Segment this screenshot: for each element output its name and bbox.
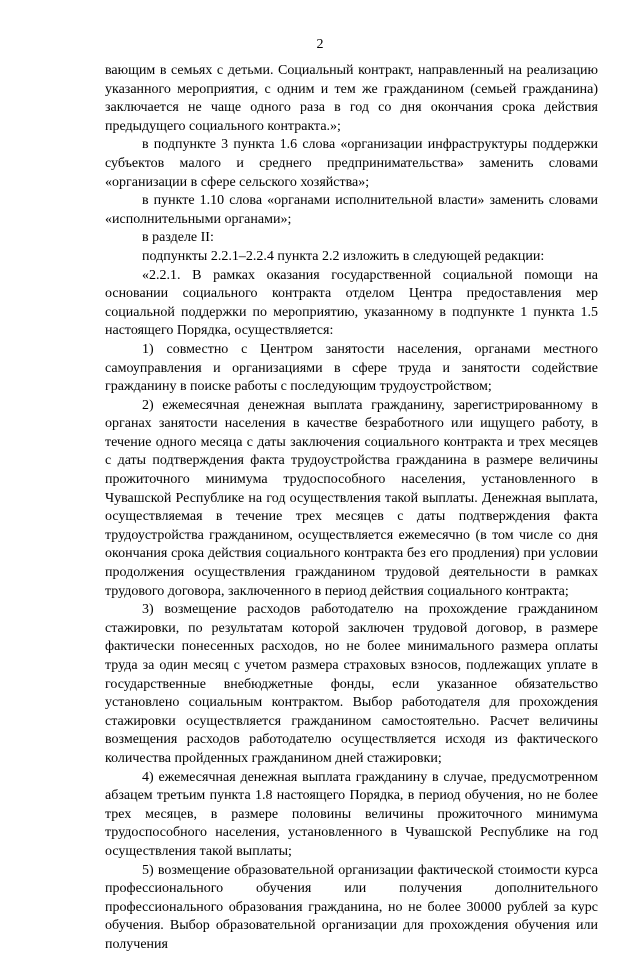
list-item-4: 4) ежемесячная денежная выплата гражданину в случае, предусмотренном абзацем третьим пункта 1.8 настоящего Порядка, в период обучения, но не более трех месяцев, в размере половины величины прожиточного минимума трудоспособного населения, установленного в Чувашской Республике на год осуществления такой выплаты; [105, 769, 598, 859]
page-number: 2 [316, 37, 324, 52]
list-item-3: 3) возмещение расходов работодателю на прохождение гражданином стажировки, по результатам которой заключен трудовой договор, в размере фактически понесенных расходов, но не более минимального размера оплаты труда за один месяц с учетом размера страховых взносов, подлежащих уплате в государственные внебюджетные фонды, если указанное обязательство установлено социальным контрактом. Выбор работодателя для прохождения стажировки осуществляется гражданином самостоятельно. Расчет величины возмещения расходов работодателю осуществляется исходя из фактического количества пройденных гражданином дней стажировки; [105, 602, 598, 766]
document-body [105, 62, 598, 955]
list-item-5: 5) возмещение образовательной организации фактической стоимости курса профессионального обучения или получения дополнительного профессионального образования гражданина, но не более 30000 рублей за курс обучения. Выбор образовательной организации для прохождения обучения или получения [105, 862, 598, 952]
list-item-1: 1) совместно с Центром занятости населения, органами местного самоуправления и организациями в сфере труда и занятости содействие гражданину в поиске работы с последующим трудоустройством; [105, 341, 598, 395]
paragraph-subpoints-intro: подпункты 2.2.1–2.2.4 пункта 2.2 изложить в следующей редакции: [142, 248, 545, 264]
paragraph-section-2: в разделе II: [142, 230, 214, 246]
paragraph-continuation: вающим в семьях с детьми. Социальный контракт, направленный на реализацию указанного мероприятия, с одним и тем же гражданином (семьей гражданина) заключается не чаще одного раза в год со дня окончания срока действия предыдущего социального контракта.»; [105, 63, 598, 134]
paragraph-subpoint-3: в подпункте 3 пункта 1.6 слова «организации инфраструктуры поддержки субъектов малого и среднего предпринимательства» заменить словами «организации в сфере сельского хозяйства»; [105, 137, 598, 190]
paragraph-point-1-10: в пункте 1.10 слова «органами исполнительной власти» заменить словами «исполнительными органами»; [105, 193, 598, 227]
paragraph-2-2-1: «2.2.1. В рамках оказания государственной социальной помощи на основании социального контракта отделом Центра предоставления мер социальной поддержки по мероприятию, указанному в подпункте 1 пункта 1.5 настоящего Порядка, осуществляется: [105, 267, 598, 339]
list-item-2: 2) ежемесячная денежная выплата гражданину, зарегистрированному в органах занятости населения в качестве безработного или ищущего работу, в течение одного месяца с даты заключения социального контракта и трех месяцев с даты подтверждения факта трудоустройства гражданина в размере величины прожиточного минимума трудоспособного населения, установленного в Чувашской Республике на год осуществления такой выплаты. Денежная выплата, осуществляемая в течение трех месяцев с даты подтверждения факта трудоустройства гражданином, осуществляется ежемесячно (в том числе со дня окончания срока действия социального контракта без его продления) при условии продолжения осуществления гражданином трудовой деятельности в рамках трудового договора, заключенного в период действия социального контракта; [105, 397, 598, 599]
